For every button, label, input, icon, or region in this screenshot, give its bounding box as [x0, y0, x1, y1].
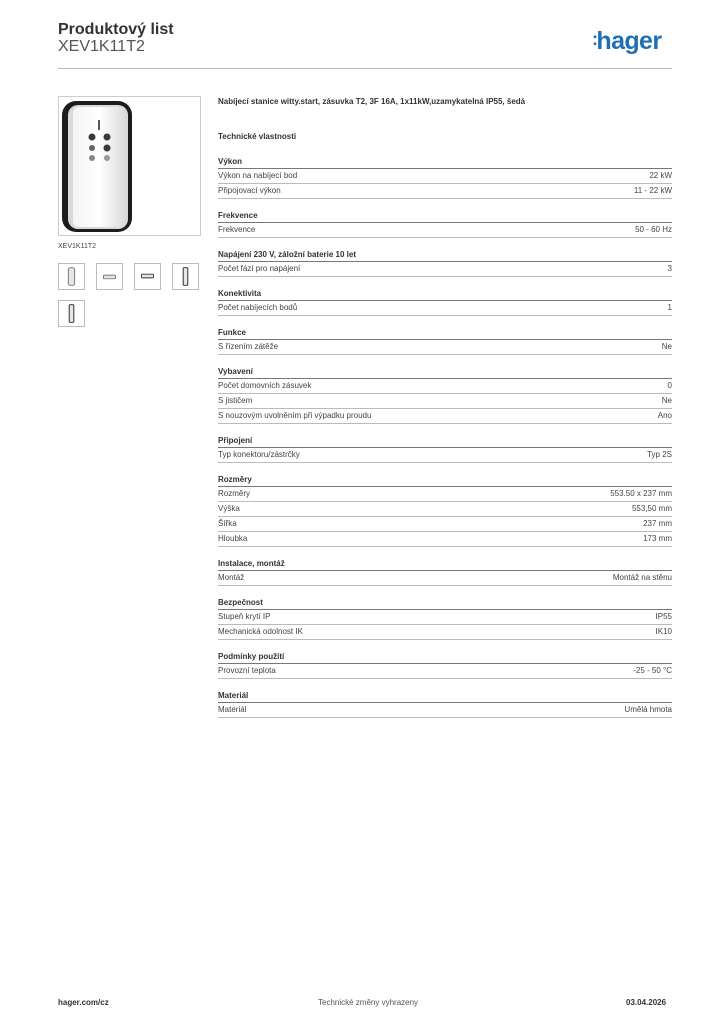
spec-section-title: Bezpečnost [218, 597, 672, 610]
spec-row [218, 223, 672, 238]
thumbnail-side-2[interactable] [58, 300, 85, 327]
spec-row [218, 532, 672, 547]
spec-value: 553,50 mm [631, 504, 672, 513]
spec-value: 11 - 22 kW [633, 186, 672, 195]
product-code: XEV1K11T2 [58, 38, 145, 55]
hager-logo: :hager [592, 27, 662, 55]
spec-section-title: Výkon [218, 156, 672, 169]
spec-section-title: Napájení 230 V, záložní baterie 10 let [218, 249, 672, 262]
spec-value: 22 kW [649, 171, 672, 180]
spec-table [218, 156, 672, 729]
spec-value: 1 [667, 303, 672, 312]
spec-label: Typ konektoru/zástrčky [218, 450, 300, 459]
spec-label: Připojovací výkon [218, 186, 281, 195]
spec-label: Počet fází pro napájení [218, 264, 301, 273]
spec-section [218, 288, 672, 316]
spec-label: Výkon na nabíjecí bod [218, 171, 298, 180]
spec-label: S řízením zátěže [218, 342, 279, 351]
spec-label: S jističem [218, 396, 253, 405]
spec-section [218, 558, 672, 586]
spec-section [218, 651, 672, 679]
spec-value: Ne [661, 396, 672, 405]
spec-label: Stupeň krytí IP [218, 612, 271, 621]
spec-section-title: Rozměry [218, 474, 672, 487]
spec-section [218, 690, 672, 718]
spec-row [218, 394, 672, 409]
spec-value: 553.50 x 237 mm [610, 489, 672, 498]
spec-section-title: Konektivita [218, 288, 672, 301]
product-image [58, 96, 201, 236]
spec-label: Rozměry [218, 489, 251, 498]
spec-value: Ano [657, 411, 672, 420]
spec-label: Počet nabíjecích bodů [218, 303, 298, 312]
spec-row [218, 664, 672, 679]
logo-text: hager [596, 27, 662, 55]
spec-row [218, 184, 672, 199]
spec-label: Materiál [218, 705, 247, 714]
spec-row [218, 409, 672, 424]
footer-date: 03.04.2026 [626, 998, 667, 1007]
spec-value: -25 - 50 °C [633, 666, 672, 675]
spec-value: 173 mm [643, 534, 672, 543]
spec-row [218, 262, 672, 277]
spec-label: Hloubka [218, 534, 248, 543]
spec-value: IK10 [655, 627, 672, 636]
spec-section-title: Podmínky použití [218, 651, 672, 664]
spec-row [218, 625, 672, 640]
header-divider [58, 68, 672, 69]
spec-row [218, 502, 672, 517]
spec-label: Mechanická odolnost IK [218, 627, 303, 636]
spec-row [218, 571, 672, 586]
spec-section [218, 327, 672, 355]
spec-value: Typ 2S [647, 450, 672, 459]
spec-row [218, 301, 672, 316]
spec-row [218, 448, 672, 463]
spec-section [218, 435, 672, 463]
thumbnail-top[interactable] [96, 263, 123, 290]
spec-label: Montáž [218, 573, 245, 582]
spec-section-title: Funkce [218, 327, 672, 340]
spec-label: Počet domovních zásuvek [218, 381, 312, 390]
spec-value: IP55 [655, 612, 672, 621]
spec-section [218, 210, 672, 238]
spec-label: S nouzovým uvolněním při výpadku proudu [218, 411, 372, 420]
footer-notice: Technické změny vyhrazeny [318, 998, 419, 1007]
spec-value: 0 [667, 381, 672, 390]
spec-label: Výška [218, 504, 240, 513]
page-title: Produktový list [58, 21, 174, 38]
spec-section [218, 474, 672, 547]
spec-section [218, 156, 672, 199]
spec-value: 3 [667, 264, 672, 273]
spec-row [218, 169, 672, 184]
spec-section-title: Frekvence [218, 210, 672, 223]
spec-section-title: Instalace, montáž [218, 558, 672, 571]
spec-row [218, 340, 672, 355]
spec-row [218, 487, 672, 502]
spec-section-title: Vybavení [218, 366, 672, 379]
spec-section [218, 366, 672, 424]
spec-value: 237 mm [643, 519, 672, 528]
spec-section-title: Materiál [218, 690, 672, 703]
spec-section [218, 597, 672, 640]
spec-row [218, 703, 672, 718]
spec-label: Provozní teplota [218, 666, 276, 675]
spec-section [218, 249, 672, 277]
spec-value: Montáž na stěnu [612, 573, 672, 582]
tech-properties-title: Technické vlastnosti [218, 132, 297, 141]
spec-row [218, 517, 672, 532]
spec-row [218, 610, 672, 625]
spec-value: 50 - 60 Hz [635, 225, 672, 234]
spec-label: Šířka [218, 519, 237, 528]
spec-label: Frekvence [218, 225, 256, 234]
thumbnail-bottom[interactable] [134, 263, 161, 290]
image-caption: XEV1K11T2 [58, 243, 97, 250]
spec-row [218, 379, 672, 394]
spec-value: Umělá hmota [624, 705, 672, 714]
thumbnail-front[interactable] [58, 263, 85, 290]
spec-section-title: Připojení [218, 435, 672, 448]
footer-website[interactable]: hager.com/cz [58, 998, 109, 1007]
spec-value: Ne [661, 342, 672, 351]
thumbnail-side[interactable] [172, 263, 199, 290]
product-description: Nabíjecí stanice witty.start, zásuvka T2, 3F 16A, 1x11kW,uzamykatelná IP55, šedá [218, 97, 526, 106]
